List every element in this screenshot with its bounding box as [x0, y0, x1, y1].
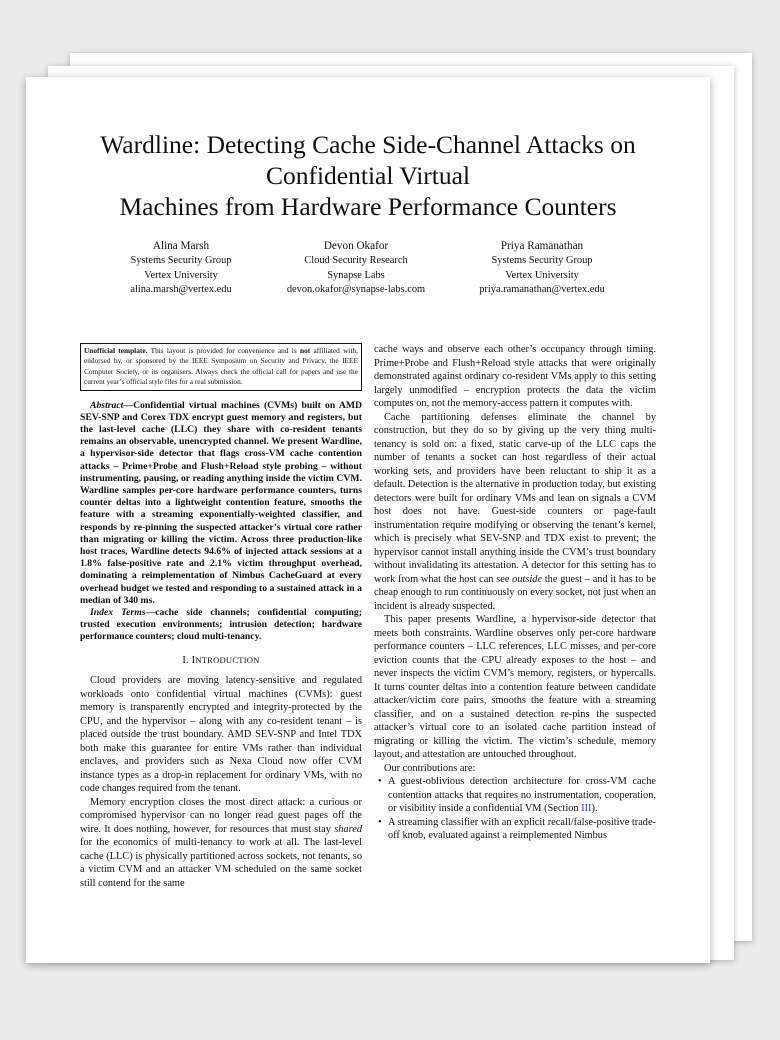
author-email: devon.okafor@synapse-labs.com [286, 283, 426, 295]
body-paragraph: Cache partitioning defenses eliminate the channel by construction, but they do so by giving up the very thing multi-tenancy is sold on: a fixed, static carve-up of the LLC caps the number of tenants a socket can host regardless of their actual working sets, and providers have been reluctant to ship it as a default. Detection is the alternative in production today, but existing detectors were built for ordinary VMs and lean on signals a CVM host does not have. Guest-side counters or page-fault instrumentation require modifying or observing the tenant’s kernel, which is precisely what SEV-SNP and TDX exist to prevent; the hypervisor cannot install anything inside the CVM’s trust boundary without invalidating its attestation. A detector for this setting has to work from what the host can see outside the guest – and it has to be cheap enough to run continuously on every socket, not just when an incident is already suspected. [374, 411, 656, 612]
section-heading: I. INTRODUCTION [182, 654, 260, 666]
bullet-icon: • [378, 816, 382, 828]
body-paragraph-continued-part1: for the economics of multi-tenancy to work at all. The last-level cache (LLC) is physically partitioned across sockets, not tenants, so a victim CVM and an attacker VM scheduled on the same socket still contend for the same [80, 837, 362, 889]
paper-title [26, 129, 710, 222]
abstract-label: Abstract [90, 399, 124, 411]
author-group: Systems Security Group [491, 255, 593, 267]
author-org: Vertex University [505, 269, 579, 281]
list-item: • A guest-oblivious detection architecture for cross-VM cache contention attacks that requires no instrumentation, cooperation, or visibility inside a confidential VM (Section III). [378, 776, 656, 814]
author-group: Cloud Security Research [304, 255, 408, 267]
title-line-1: Wardline: Detecting Cache Side-Channel Attacks on [100, 130, 636, 159]
title-line-2: Confidential Virtual [265, 161, 471, 190]
author-name: Alina Marsh [152, 240, 210, 252]
right-column [374, 343, 656, 843]
body-paragraph-continued: cache ways and observe each other’s occupancy through timing. Prime+Probe and Flush+Reload style attacks that were originally demonstrated against ordinary co-resident VMs apply to this setting largely unmodified – encryption protects the data the victim computes on, not the memory-access pattern it computes with. [374, 344, 656, 409]
contributions-list [374, 775, 656, 843]
author-email: alina.marsh@vertex.edu [130, 283, 232, 295]
bullet-icon: • [378, 776, 382, 787]
list-item: • A streaming classifier with an explicit recall/false-positive trade-off knob, evaluated against a reimplemented Nimbus [378, 816, 656, 841]
author-group: Systems Security Group [130, 255, 232, 267]
index-terms-text: —cache side channels; confidential computing; trusted execution environments; intrusion detection; hardware performance counters; cloud multi-tenancy. [80, 607, 362, 643]
body-paragraph: Our contributions are: [384, 762, 476, 774]
title-line-3: Machines from Hardware Performance Counters [119, 192, 617, 221]
paper-page [26, 77, 710, 963]
body-paragraph: Memory encryption closes the most direct attack: a curious or compromised hypervisor can no longer read guest pages off the wire. It does nothing, however, for resources that must stay shared for the economics of multi-tenancy to work at all. The last-level cache (LLC) is physically partitioned across sockets, not tenants, so a victim CVM and an attacker VM scheduled on the same socket still contend for the same [80, 796, 362, 889]
author-org: Vertex University [144, 269, 218, 281]
author-name: Devon Okafor [323, 240, 389, 252]
section-reference-link[interactable]: III [581, 803, 592, 814]
body-paragraph: This paper presents Wardline, a hypervisor-side detector that meets both constraints. Wardline observes only per-core hardware performance counters – LLC references, LLC misses, and per-core eviction counts that the CPU already exposes to the host – and never inspects the victim CVM’s memory, registers, or hypercalls. It turns counter deltas into a contention feature between candidate attacker/victim core pairs, smooths the feature with a streaming classifier, and on a sustained detection re-pins the suspected attacker’s virtual core to an isolated cache partition instead of migrating or killing the victim. The victim’s schedule, memory layout, and attestation are untouched throughout. [374, 614, 656, 760]
left-column [80, 343, 362, 890]
author-block [427, 239, 657, 297]
author-name: Priya Ramanathan [500, 240, 584, 252]
notice-text: affiliated with, endorsed by, or sponsored by the IEEE Symposium on Security and Privacy, the IEEE Computer Society, or its organisers. Always check the official call for papers and use the current year’s official style files for a real submission. [84, 346, 359, 387]
author-email: priya.ramanathan@vertex.edu [479, 283, 605, 295]
body-paragraph: Cloud providers are moving latency-sensitive and regulated workloads onto confidential virtual machines (CVMs): guest memory is transparently encrypted and integrity-protected by the CPU, and the hypervisor – along with any co-resident tenant – is placed outside the trust boundary. AMD SEV-SNP and Intel TDX both make this guarantee for entire VMs rather than individual enclaves, and providers such as Nexa Cloud now offer CVM instance types as a drop-in replacement for ordinary VMs, with no code changes required from the tenant. [80, 675, 362, 795]
notice-text: This layout is provided for convenience and is [147, 346, 300, 355]
template-notice-box [80, 343, 362, 391]
abstract-text: —Confidential virtual machines (CVMs) built on AMD SEV-SNP and Corex TDX encrypt guest memory and registers, but the last-level cache (LLC) they share with co-resident tenants remains an observable, unencrypted channel. We present Wardline, a hypervisor-side detector that flags cross-VM cache contention attacks – Prime+Probe and Flush+Reload style probing – without instrumenting, pausing, or reading anything inside the victim CVM. Wardline samples per-core hardware performance counters, turns counter deltas into a lightweight contention feature, smooths the feature with a streaming exponentially-weighted classifier, and responds by re-pinning the suspected attacker’s virtual core rather than migrating or killing the victim. Across three production-like host traces, Wardline detects 94.6% of injected attack sessions at a 1.8% false-positive rate and 2.1% victim throughput overhead, dominating a reimplementation of Nimbus CacheGuard at every overhead budget we tested and responding to a sustained attack in a median of 340 ms. [80, 399, 362, 606]
notice-lead: Unofficial template. [84, 346, 148, 355]
index-terms-label: Index Terms [90, 607, 146, 619]
abstract [80, 400, 362, 607]
index-terms [80, 607, 362, 644]
author-org: Synapse Labs [327, 269, 385, 281]
notice-emphasis: not [299, 346, 311, 355]
